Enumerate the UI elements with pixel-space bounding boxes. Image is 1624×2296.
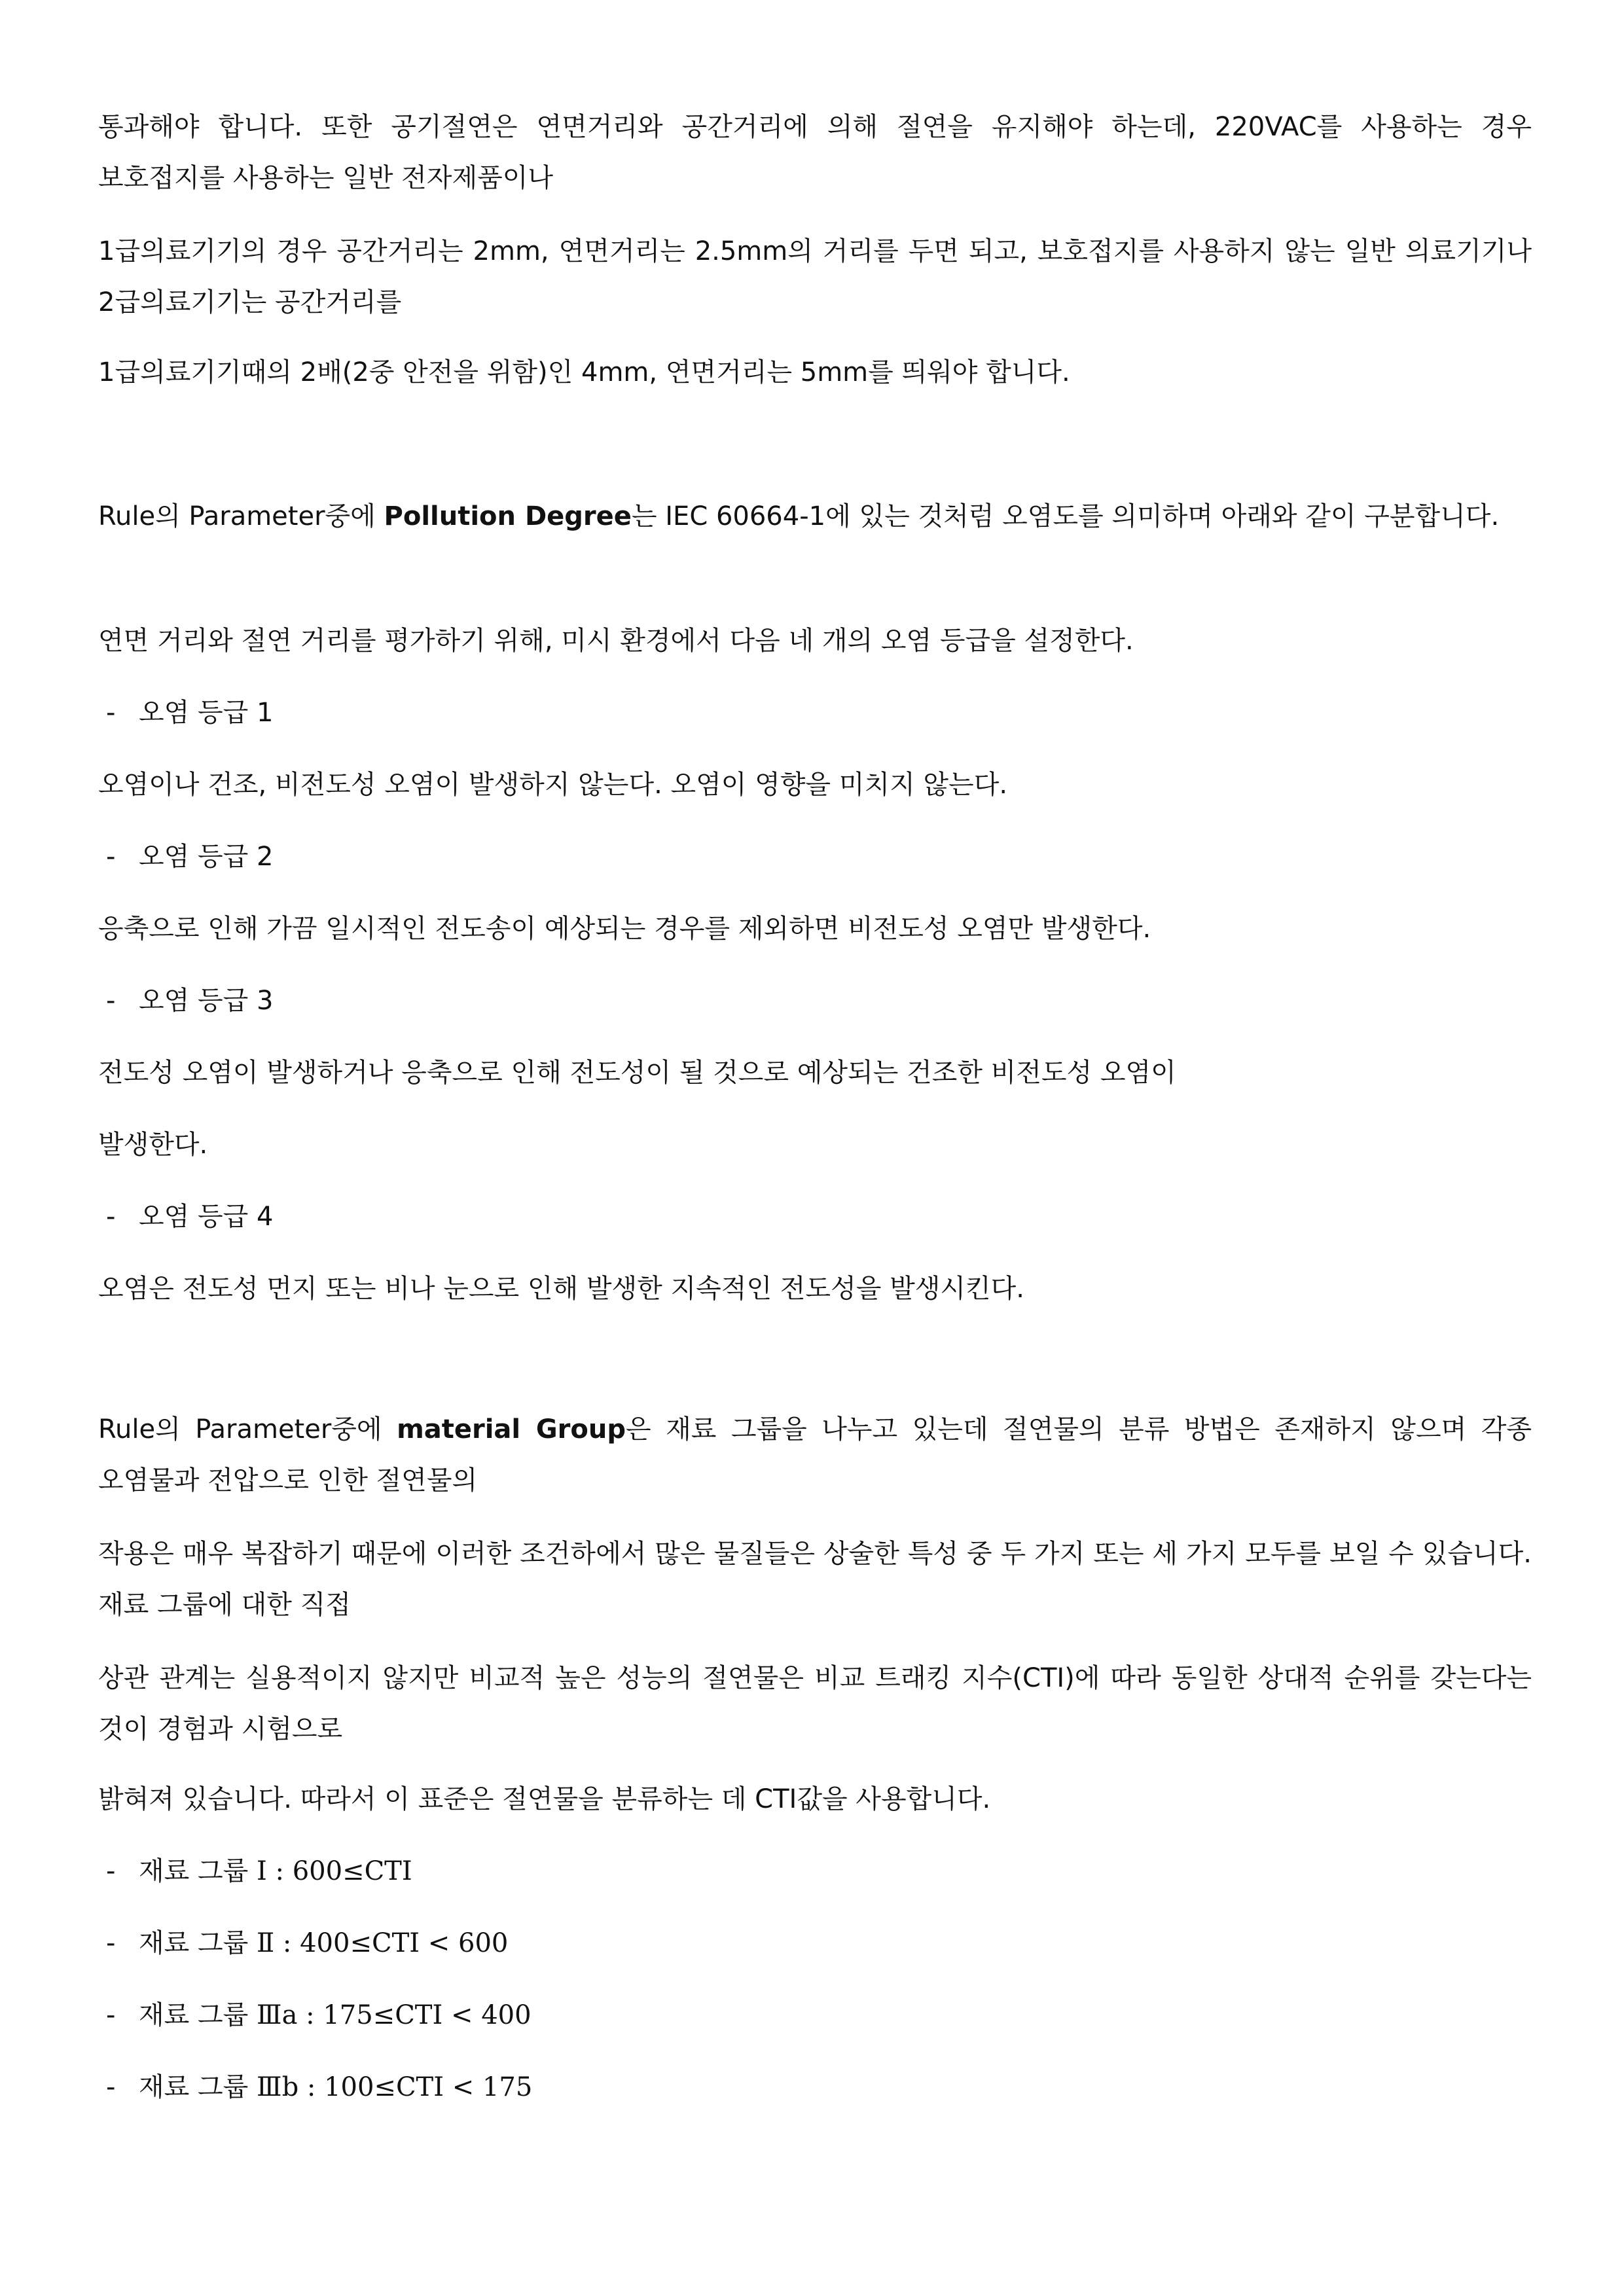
pollution-degree-4-label bbox=[106, 1191, 273, 1242]
bullet-text: 오염 등급 3 bbox=[139, 986, 274, 1016]
pollution-degree-term: Pollution Degree bbox=[384, 501, 632, 531]
pollution-degree-4-desc: 오염은 전도성 먼지 또는 비나 눈으로 인해 발생한 지속적인 전도성을 발생시킨다. bbox=[98, 1274, 1024, 1304]
pollution-degree-1-label bbox=[106, 687, 273, 738]
material-group-3b bbox=[106, 2062, 532, 2113]
material-group-term: material Group bbox=[397, 1414, 626, 1444]
material-group-intro bbox=[98, 1404, 1532, 1506]
pollution-degree-1-desc: 오염이나 건조, 비전도성 오염이 발생하지 않는다. 오염이 영향을 미치지 않는다. bbox=[98, 770, 1008, 800]
material-group-cti-range: Ⅲa : 175≤CTI < 400 bbox=[257, 2000, 532, 2030]
material-group-paragraph-2: 작용은 매우 복잡하기 때문에 이러한 조건하에서 많은 물질들은 상술한 특성 중 두 가지 또는 세 가지 모두를 보일 수 있습니다. 재료 그룹에 대한 직접 bbox=[98, 1539, 1532, 1620]
material-group-2 bbox=[106, 1918, 508, 1969]
bullet-text: 오염 등급 2 bbox=[139, 842, 274, 872]
pollution-degree-3-label bbox=[106, 975, 273, 1026]
material-group-paragraph-4: 밝혀져 있습니다. 따라서 이 표준은 절연물을 분류하는 데 CTI값을 사용합니다. bbox=[98, 1784, 991, 1814]
bullet-dash: - bbox=[106, 698, 116, 728]
pollution-intro-after: 는 IEC 60664-1에 있는 것처럼 오염도를 의미하며 아래와 같이 구분합니다. bbox=[631, 501, 1500, 531]
bullet-text: 재료 그룹 bbox=[139, 1928, 249, 1958]
material-intro-before: Rule의 Parameter중에 bbox=[98, 1414, 397, 1444]
pollution-intro-before: Rule의 Parameter중에 bbox=[98, 501, 384, 531]
bullet-dash: - bbox=[106, 1856, 116, 1886]
bullet-dash: - bbox=[106, 986, 116, 1016]
material-group-cti-range: Ⅰ : 600≤CTI bbox=[257, 1856, 412, 1886]
pollution-degree-2-desc: 응축으로 인해 가끔 일시적인 전도송이 예상되는 경우를 제외하면 비전도성 오염만 발생한다. bbox=[98, 914, 1151, 944]
intro-paragraph-2: 1급의료기기의 경우 공간거리는 2mm, 연면거리는 2.5mm의 거리를 두면 되고, 보호접지를 사용하지 않는 일반 의료기기나 2급의료기기는 공간거리를 bbox=[98, 236, 1532, 317]
bullet-text: 재료 그룹 bbox=[139, 1856, 249, 1886]
bullet-dash: - bbox=[106, 1928, 116, 1958]
bullet-text: 재료 그룹 bbox=[139, 2072, 249, 2102]
bullet-text: 재료 그룹 bbox=[139, 2000, 249, 2030]
document-page bbox=[98, 0, 1532, 2296]
bullet-dash: - bbox=[106, 2072, 116, 2102]
bullet-dash: - bbox=[106, 842, 116, 872]
material-intro-after: 은 재료 그룹을 나누고 있는데 절연물의 분류 방법은 존재하지 않으며 각종 오염물과 전압으로 인한 절연물의 bbox=[98, 1414, 1532, 1496]
material-group-3a bbox=[106, 1990, 532, 2041]
material-group-paragraph-3: 상관 관계는 실용적이지 않지만 비교적 높은 성능의 절연물은 비교 트래킹 지수(CTI)에 따라 동일한 상대적 순위를 갖는다는 것이 경험과 시험으로 bbox=[98, 1663, 1532, 1744]
material-group-1 bbox=[106, 1846, 412, 1897]
pollution-degree-2-label bbox=[106, 831, 273, 882]
material-group-cti-range: Ⅲb : 100≤CTI < 175 bbox=[257, 2072, 533, 2102]
bullet-text: 오염 등급 4 bbox=[139, 1202, 274, 1232]
bullet-dash: - bbox=[106, 1202, 116, 1232]
pollution-degree-3-desc-cont: 발생한다. bbox=[98, 1130, 208, 1160]
pollution-degree-3-desc: 전도성 오염이 발생하거나 응축으로 인해 전도성이 될 것으로 예상되는 건조한 비전도성 오염이 bbox=[98, 1058, 1176, 1088]
bullet-text: 오염 등급 1 bbox=[139, 698, 274, 728]
material-group-cti-range: Ⅱ : 400≤CTI < 600 bbox=[257, 1928, 509, 1958]
pollution-degree-lead: 연면 거리와 절연 거리를 평가하기 위해, 미시 환경에서 다음 네 개의 오염 등급을 설정한다. bbox=[98, 626, 1134, 656]
bullet-dash: - bbox=[106, 2000, 116, 2030]
intro-paragraph-1: 통과해야 합니다. 또한 공기절연은 연면거리와 공간거리에 의해 절연을 유지해야 하는데, 220VAC를 사용하는 경우 보호접지를 사용하는 일반 전자제품이나 bbox=[98, 112, 1532, 193]
pollution-degree-intro bbox=[98, 491, 1532, 542]
intro-paragraph-3: 1급의료기기때의 2배(2중 안전을 위함)인 4mm, 연면거리는 5mm를 띄워야 합니다. bbox=[98, 357, 1070, 387]
